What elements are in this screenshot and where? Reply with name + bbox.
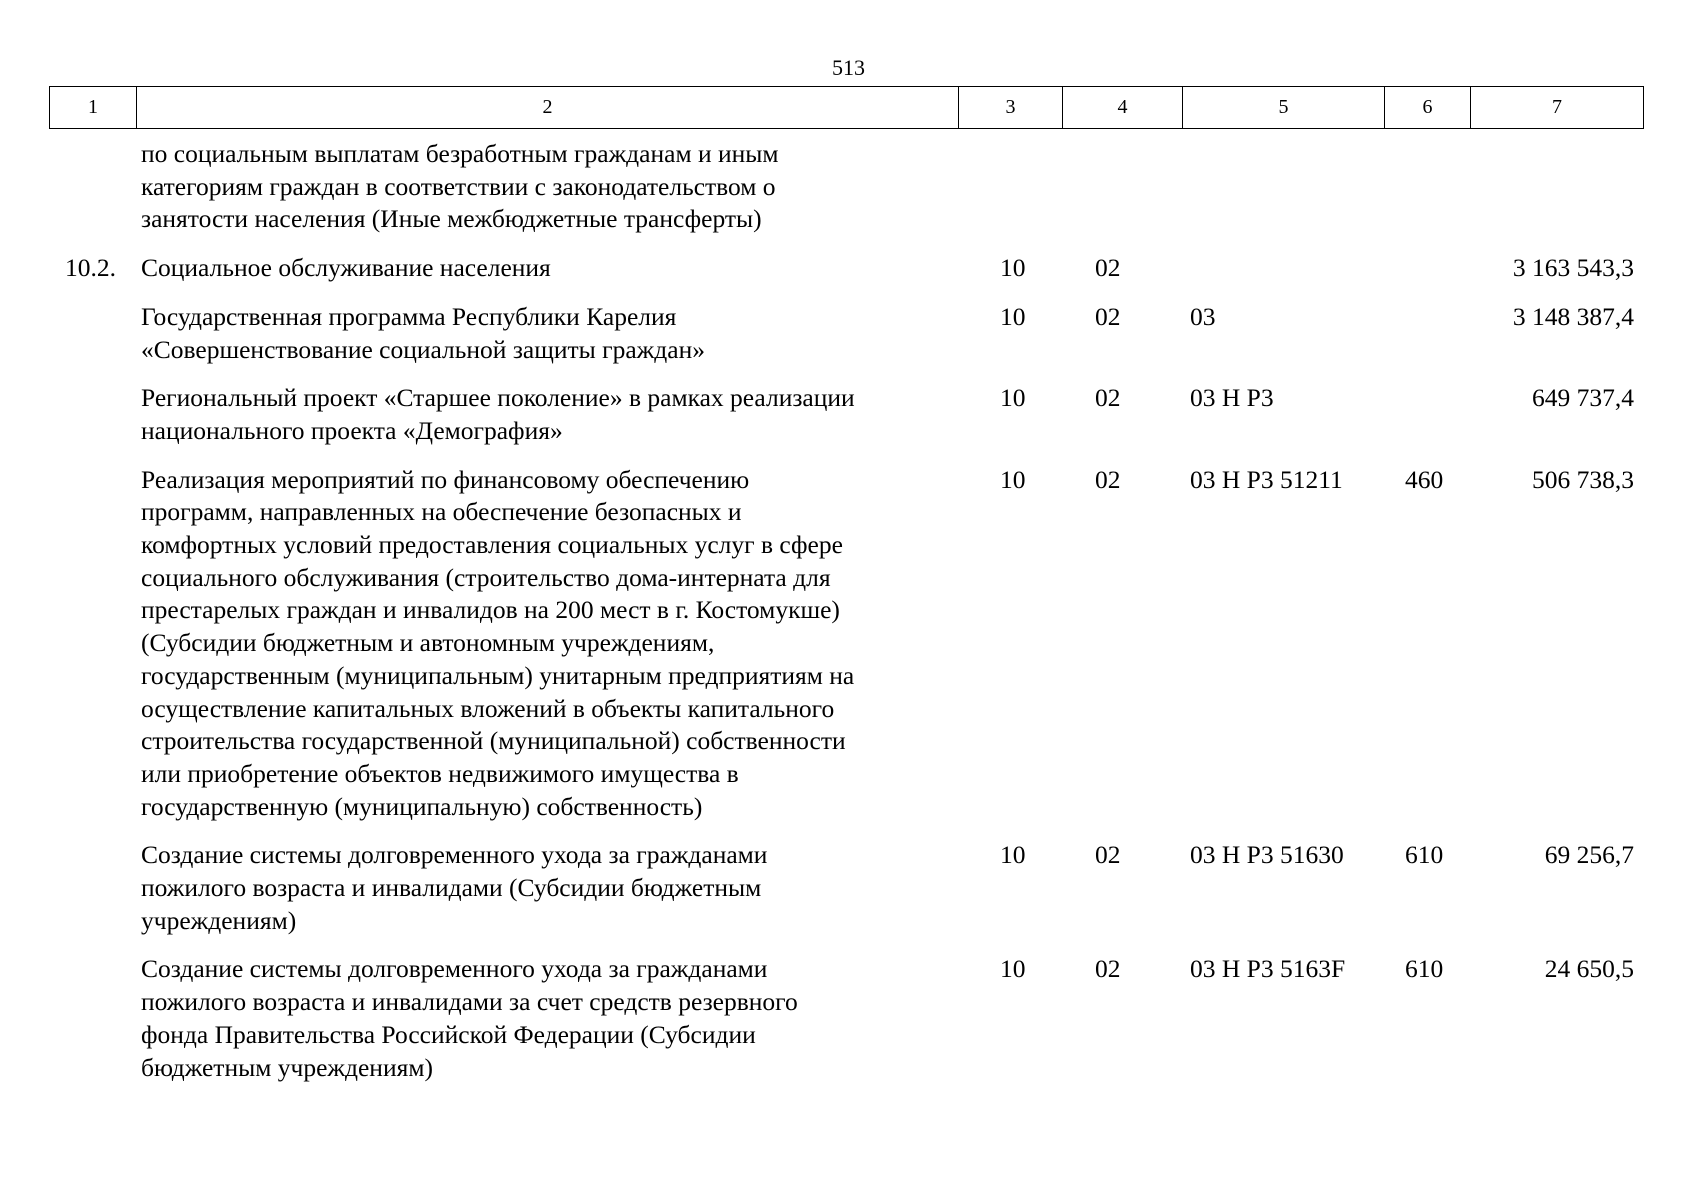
column-header-6: 6 — [1385, 87, 1471, 129]
row-number — [49, 464, 141, 840]
description-line: программ, направленных на обеспечение безопасных и — [141, 497, 742, 527]
section-code: 10 — [1000, 954, 1026, 984]
description-line: комфортных условий предоставления социальных услуг в сфере — [141, 530, 843, 560]
amount-value: 506 738,3 — [1532, 464, 1634, 494]
description-line: (Субсидии бюджетным и автономным учреждениям, — [141, 628, 715, 658]
expense-type-code — [1384, 252, 1470, 301]
description-line: пожилого возраста и инвалидами (Субсидии бюджетным — [141, 873, 762, 903]
section-code: 10 — [1000, 301, 1026, 331]
subsection-code: 02 — [1095, 840, 1121, 870]
description-line: фонда Правительства Российской Федерации (Субсидии — [141, 1019, 756, 1049]
expense-type-code — [1384, 301, 1470, 382]
amount-value: 69 256,7 — [1544, 840, 1634, 870]
budget-table-body — [49, 138, 1643, 1100]
expense-type-code — [1384, 382, 1470, 463]
description-line: бюджетным учреждениям) — [141, 1052, 433, 1082]
description-line: Создание системы долговременного ухода за гражданами — [141, 840, 768, 870]
section-code: 10 — [1000, 383, 1026, 413]
table-row — [49, 301, 1643, 382]
description-line: Государственная программа Республики Карелия — [141, 301, 677, 331]
row-description — [141, 252, 958, 301]
table-row — [49, 138, 1643, 252]
expense-type-code: 460 — [1405, 464, 1444, 494]
row-number — [49, 382, 141, 463]
subsection-code: 02 — [1095, 954, 1121, 984]
description-line: учреждениям) — [141, 905, 297, 935]
row-number — [49, 301, 141, 382]
description-line: осуществление капитальных вложений в объекты капитального — [141, 693, 835, 723]
target-article-code — [1182, 252, 1384, 301]
row-description — [141, 953, 958, 1100]
section-code: 10 — [1000, 464, 1026, 494]
description-line: государственную (муниципальную) собственность) — [141, 791, 703, 821]
expense-type-code: 610 — [1405, 954, 1444, 984]
table-row — [49, 953, 1643, 1100]
amount-value: 3 163 543,3 — [1512, 253, 1634, 283]
row-number — [49, 953, 141, 1100]
expense-type-code: 610 — [1405, 840, 1444, 870]
description-line: занятости населения (Иные межбюджетные трансферты) — [141, 204, 762, 234]
row-description — [141, 839, 958, 953]
target-article-code: 03 Н Р3 51211 — [1190, 464, 1343, 494]
column-header-1: 1 — [50, 87, 137, 129]
description-line: социального обслуживания (строительство дома-интерната для — [141, 562, 831, 592]
page-number: 513 — [832, 55, 865, 80]
row-number: 10.2. — [65, 253, 116, 283]
description-line: престарелых граждан и инвалидов на 200 мест в г. Костомукше) — [141, 595, 840, 625]
expense-type-code — [1384, 138, 1470, 252]
description-line: пожилого возраста и инвалидами за счет средств резервного — [141, 987, 798, 1017]
subsection-code: 02 — [1095, 253, 1121, 283]
target-article-code: 03 Н Р3 51630 — [1190, 840, 1344, 870]
amount-value — [1470, 138, 1643, 252]
row-description — [141, 301, 958, 382]
subsection-code: 02 — [1095, 464, 1121, 494]
row-number — [49, 839, 141, 953]
column-header-5: 5 — [1183, 87, 1385, 129]
description-line: по социальным выплатам безработным гражданам и иным — [141, 139, 779, 168]
column-header-4: 4 — [1063, 87, 1183, 129]
row-description — [141, 464, 958, 840]
description-line: строительства государственной (муниципальной) собственности — [141, 726, 846, 756]
description-line: государственным (муниципальным) унитарным предприятиям на — [141, 660, 855, 690]
table-row — [49, 464, 1643, 840]
target-article-code: 03 Н Р3 5163F — [1190, 954, 1346, 984]
row-description — [141, 382, 958, 463]
column-header-2: 2 — [137, 87, 959, 129]
section-code — [958, 138, 1062, 252]
description-line: «Совершенствование социальной защиты граждан» — [141, 334, 705, 364]
subsection-code: 02 — [1095, 383, 1121, 413]
target-article-code: 03 Н Р3 — [1190, 383, 1274, 413]
column-header-3: 3 — [959, 87, 1063, 129]
amount-value: 3 148 387,4 — [1512, 301, 1634, 331]
column-header-row — [50, 87, 1644, 129]
row-number — [49, 138, 141, 252]
column-header-table — [49, 86, 1644, 129]
table-row — [49, 252, 1643, 301]
budget-table — [49, 138, 1643, 1100]
section-code: 10 — [1000, 840, 1026, 870]
description-line: Создание системы долговременного ухода за гражданами — [141, 954, 768, 984]
target-article-code: 03 — [1190, 301, 1216, 331]
subsection-code — [1062, 138, 1182, 252]
description-line: Социальное обслуживание населения — [141, 253, 551, 283]
description-line: Региональный проект «Старшее поколение» в рамках реализации — [141, 383, 855, 413]
row-description — [141, 138, 958, 252]
description-line: категориям граждан в соответствии с законодательством о — [141, 171, 776, 201]
section-code: 10 — [1000, 253, 1026, 283]
amount-value: 649 737,4 — [1532, 383, 1634, 413]
table-row — [49, 382, 1643, 463]
description-line: Реализация мероприятий по финансовому обеспечению — [141, 464, 750, 494]
column-header-7: 7 — [1471, 87, 1644, 129]
target-article-code — [1182, 138, 1384, 252]
description-line: национального проекта «Демография» — [141, 415, 563, 445]
amount-value: 24 650,5 — [1544, 954, 1634, 984]
subsection-code: 02 — [1095, 301, 1121, 331]
table-row — [49, 839, 1643, 953]
description-line: или приобретение объектов недвижимого имущества в — [141, 758, 739, 788]
